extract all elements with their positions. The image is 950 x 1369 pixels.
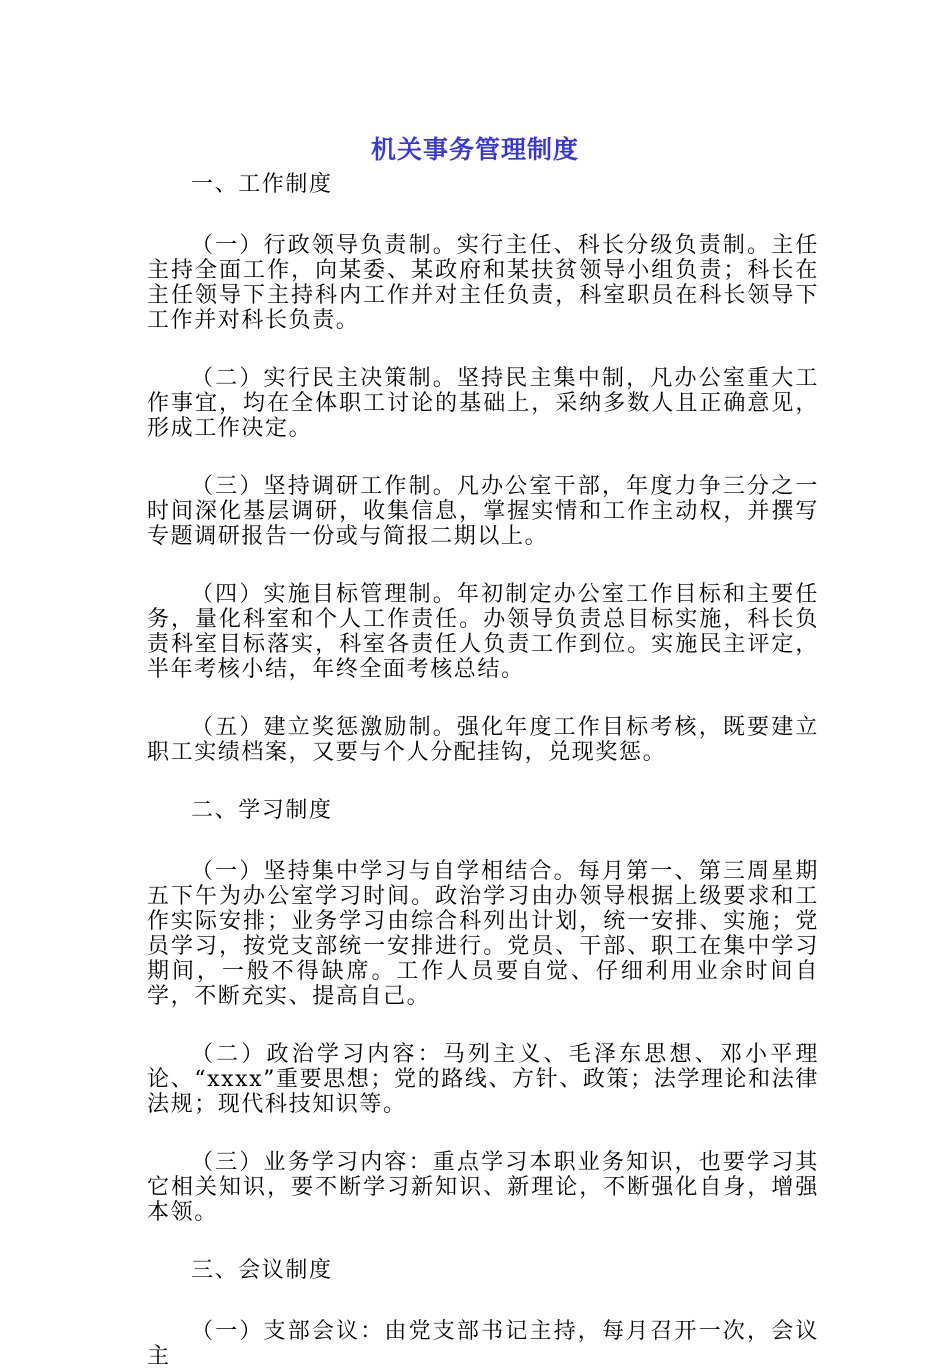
paragraph: （一）坚持集中学习与自学相结合。每月第一、第三周星期五下午为办公室学习时间。政治学习由办领导根据上级要求和工作实际安排；业务学习由综合科列出计划，统一安排、实施；党员学习，按党支部统一安排进行。党员、干部、职工在集中学习期间，一般不得缺席。工作人员要自觉、仔细利用业余时间自学，不断充实、提高自己。: [147, 859, 819, 1009]
paragraph: （二）政治学习内容：马列主义、毛泽东思想、邓小平理论、“xxxx”重要思想；党的路线、方针、政策；法学理论和法律法规；现代科技知识等。: [147, 1042, 819, 1117]
paragraph: （二）实行民主决策制。坚持民主集中制，凡办公室重大工作事宜，均在全体职工讨论的基础上，采纳多数人且正确意见，形成工作决定。: [147, 366, 819, 441]
paragraph: （三）坚持调研工作制。凡办公室干部，年度力争三分之一时间深化基层调研，收集信息，掌握实情和工作主动权，并撰写专题调研报告一份或与简报二期以上。: [147, 474, 819, 549]
section-heading: 一、工作制度: [191, 172, 333, 197]
paragraph: （一）行政领导负责制。实行主任、科长分级负责制。主任主持全面工作，向某委、某政府和某扶贫领导小组负责；科长在主任领导下主持科内工作并对主任负责，科室职员在科长领导下工作并对科长负责。: [147, 233, 819, 333]
section-study-system: [147, 798, 819, 1258]
section-meeting-system: [147, 1258, 819, 1369]
document-title: 机关事务管理制度: [370, 135, 579, 164]
section-heading: 三、会议制度: [191, 1258, 333, 1283]
section-heading: 二、学习制度: [191, 798, 333, 823]
paragraph: （三）业务学习内容：重点学习本职业务知识，也要学习其它相关知识，要不断学习新知识、新理论，不断强化自身，增强本领。: [147, 1150, 819, 1225]
section-work-system: [147, 172, 819, 798]
paragraph: （四）实施目标管理制。年初制定办公室工作目标和主要任务，量化科室和个人工作责任。办领导负责总目标实施，科长负责科室目标落实，科室各责任人负责工作到位。实施民主评定，半年考核小结，年终全面考核总结。: [147, 582, 819, 682]
paragraph: （五）建立奖惩激励制。强化年度工作目标考核，既要建立职工实绩档案，又要与个人分配挂钩，兑现奖惩。: [147, 715, 819, 765]
document-body: [147, 172, 819, 1369]
paragraph: （一）支部会议：由党支部书记主持，每月召开一次，会议主: [147, 1319, 819, 1369]
